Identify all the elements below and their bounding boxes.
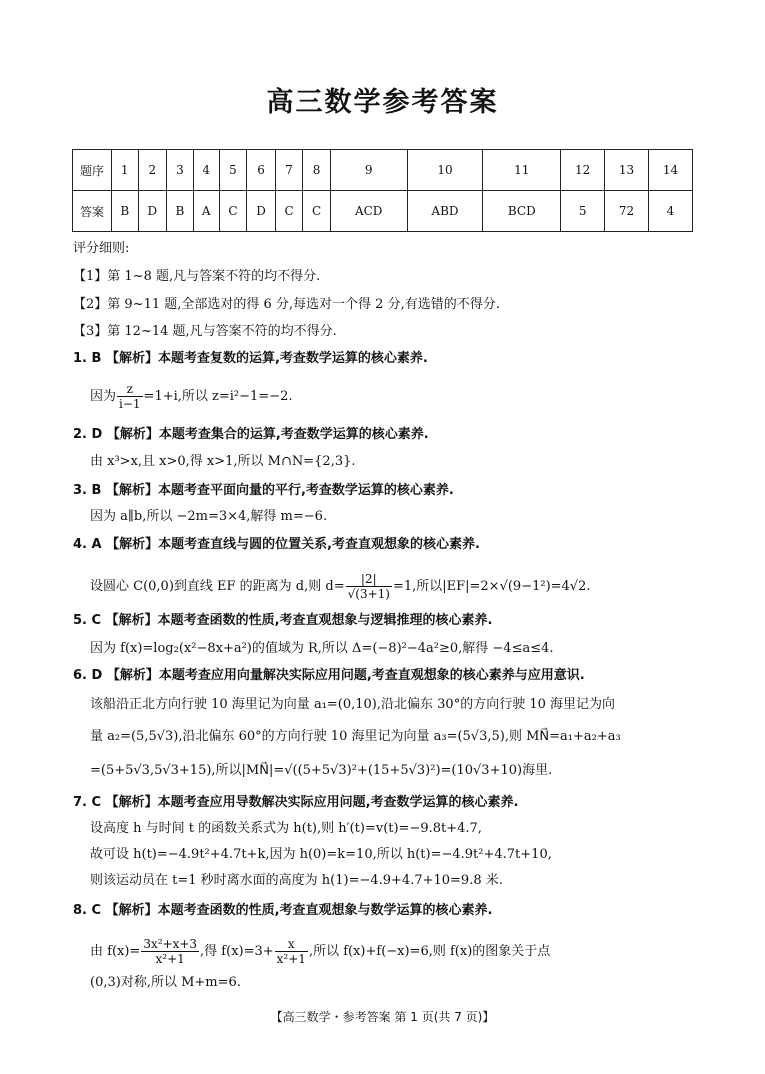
table-cell: 8 — [303, 150, 330, 191]
table-cell: BCD — [483, 191, 561, 232]
numerator: z — [117, 382, 143, 397]
table-cell: 9 — [330, 150, 407, 191]
q7-solution-line1: 设高度 h 与时间 t 的函数关系式为 h(t),则 h′(t)=v(t)=−9.8t+4.7, — [90, 821, 482, 836]
table-cell: 1 — [112, 150, 139, 191]
table-cell: 14 — [649, 150, 693, 191]
table-cell: 3 — [167, 150, 194, 191]
table-cell: 4 — [649, 191, 693, 232]
denominator: i−1 — [119, 397, 141, 411]
denominator: x²+1 — [155, 952, 185, 966]
table-cell: 72 — [605, 191, 649, 232]
q8-text: 由 f(x)= — [90, 944, 141, 959]
table-cell: ACD — [330, 191, 407, 232]
table-cell: 11 — [483, 150, 561, 191]
table-cell: 4 — [193, 150, 219, 191]
q1-solution — [90, 382, 293, 411]
table-cell: 2 — [138, 150, 167, 191]
q6-heading: 6. D 【解析】本题考查应用向量解决实际应用问题,考查直观想象的核心素养与应用意识. — [73, 668, 585, 683]
q1-text: 因为 — [90, 389, 117, 404]
q1-heading: 1. B 【解析】本题考查复数的运算,考查数学运算的核心素养. — [73, 351, 428, 366]
table-cell: 10 — [407, 150, 483, 191]
table-cell: C — [219, 191, 246, 232]
q6-solution-line2: 量 a₂=(5,5√3),沿北偏东 60°的方向行驶 10 海里记为向量 a₃=(5√3,5),则 MN⃗=a₁+a₂+a₃ — [90, 729, 621, 744]
q8-solution-line2: (0,3)对称,所以 M+m=6. — [90, 975, 241, 990]
q4-text: 设圆心 C(0,0)到直线 EF 的距离为 d,则 d= — [90, 579, 345, 594]
q8-heading: 8. C 【解析】本题考查函数的性质,考查直观想象与数学运算的核心素养. — [73, 903, 493, 918]
table-cell: 5 — [561, 191, 605, 232]
table-row-answers — [73, 191, 693, 232]
scoring-rule-2: 【2】第 9~11 题,全部选对的得 6 分,每选对一个得 2 分,有选错的不得分. — [73, 297, 500, 312]
table-cell: ABD — [407, 191, 483, 232]
q6-solution-line3: =(5+5√3,5√3+15),所以|MN⃗|=√((5+5√3)²+(15+5√3)²)=(10√3+10)海里. — [90, 763, 553, 778]
denominator: x²+1 — [276, 952, 306, 966]
row-header: 题序 — [73, 150, 112, 191]
q4-heading: 4. A 【解析】本题考查直线与圆的位置关系,考查直观想象的核心素养. — [73, 537, 480, 552]
table-row-numbers — [73, 150, 693, 191]
q3-heading: 3. B 【解析】本题考查平面向量的平行,考查数学运算的核心素养. — [73, 483, 454, 498]
q2-solution: 由 x³>x,且 x>0,得 x>1,所以 M∩N={2,3}. — [90, 454, 356, 469]
scoring-rule-3: 【3】第 12~14 题,凡与答案不符的均不得分. — [73, 324, 337, 339]
q7-solution-line2: 故可设 h(t)=−4.9t²+4.7t+k,因为 h(0)=k=10,所以 h(t)=−4.9t²+4.7t+10, — [90, 847, 552, 862]
table-cell: A — [193, 191, 219, 232]
row-header: 答案 — [73, 191, 112, 232]
q1-fraction — [117, 382, 143, 411]
table-cell: 7 — [275, 150, 302, 191]
q5-heading: 5. C 【解析】本题考查函数的性质,考查直观想象与逻辑推理的核心素养. — [73, 613, 493, 628]
q8-fraction-2 — [275, 937, 308, 966]
table-cell: 12 — [561, 150, 605, 191]
scoring-heading: 评分细则: — [73, 241, 130, 256]
table-cell: B — [112, 191, 139, 232]
answer-table — [72, 149, 693, 232]
q3-solution: 因为 a∥b,所以 −2m=3×4,解得 m=−6. — [90, 509, 328, 524]
numerator: x — [275, 937, 308, 952]
q1-text: =1+i,所以 z=i²−1=−2. — [143, 389, 293, 404]
q7-solution-line3: 则该运动员在 t=1 秒时离水面的高度为 h(1)=−4.9+4.7+10=9.8 米. — [90, 873, 503, 888]
denominator: √(3+1) — [347, 587, 390, 601]
q8-fraction-1 — [141, 937, 199, 966]
q2-heading: 2. D 【解析】本题考查集合的运算,考查数学运算的核心素养. — [73, 427, 429, 442]
q8-text: ,所以 f(x)+f(−x)=6,则 f(x)的图象关于点 — [308, 944, 551, 959]
table-cell: D — [247, 191, 276, 232]
q5-solution: 因为 f(x)=log₂(x²−8x+a²)的值域为 R,所以 Δ=(−8)²−4a²≥0,解得 −4≤a≤4. — [90, 641, 554, 656]
table-cell: C — [303, 191, 330, 232]
page-footer: 【高三数学・参考答案 第 1 页(共 7 页)】 — [270, 1010, 495, 1024]
scoring-rule-1: 【1】第 1~8 题,凡与答案不符的均不得分. — [73, 269, 321, 284]
table-cell: C — [275, 191, 302, 232]
q4-solution — [90, 572, 591, 601]
q8-text: ,得 f(x)=3+ — [200, 944, 274, 959]
q4-fraction — [346, 572, 392, 601]
table-cell: B — [167, 191, 194, 232]
q6-solution-line1: 该船沿正北方向行驶 10 海里记为向量 a₁=(0,10),沿北偏东 30°的方向行驶 10 海里记为向 — [90, 697, 615, 712]
numerator: |2| — [346, 572, 392, 587]
table-cell: 5 — [219, 150, 246, 191]
q4-text: =1,所以|EF|=2×√(9−1²)=4√2. — [392, 579, 591, 594]
table-cell: 13 — [605, 150, 649, 191]
q8-solution-line1 — [90, 937, 550, 966]
numerator: 3x²+x+3 — [143, 937, 198, 951]
table-cell: 6 — [247, 150, 276, 191]
table-cell: D — [138, 191, 167, 232]
q7-heading: 7. C 【解析】本题考查应用导数解决实际应用问题,考查数学运算的核心素养. — [73, 795, 519, 810]
page-title: 高三数学参考答案 — [266, 87, 499, 118]
